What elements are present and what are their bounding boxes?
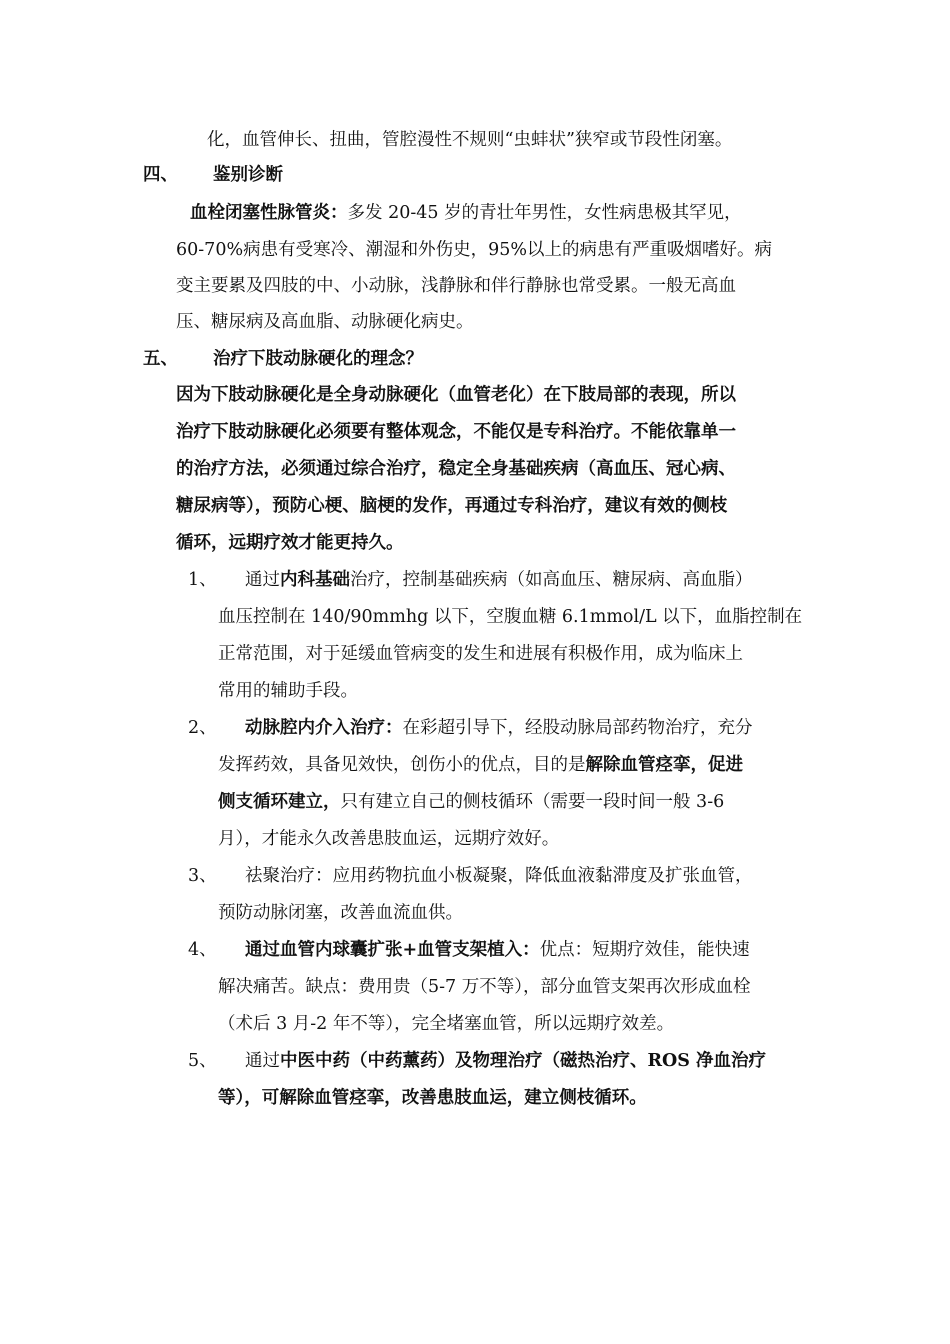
item-2-line-3 — [218, 790, 724, 814]
item-1-pre: 通过 — [245, 570, 280, 590]
item-4-number: 4、 — [188, 940, 217, 960]
item-4-bold: 通过血管内球囊扩张+血管支架植入： — [245, 940, 540, 960]
item-5-pre: 通过 — [245, 1051, 280, 1071]
item-3-line-2: 预防动脉闭塞，改善血流血供。 — [218, 903, 463, 923]
section4-term: 血栓闭塞性脉管炎： — [190, 203, 348, 223]
item-1-post: 治疗，控制基础疾病（如高血压、糖尿病、高血脂） — [350, 570, 753, 590]
section5-number: 五、 — [143, 349, 178, 369]
item-1-line-2: 血压控制在 140/90mmhg 以下，空腹血糖 6.1mmol/L 以下，血脂控制在 — [218, 607, 803, 627]
item-2-line-3-bold: 侧支循环建立， — [218, 792, 341, 812]
section4-paragraph-line-4: 压、糖尿病及高血脂、动脉硬化病史。 — [176, 312, 474, 332]
section4-number: 四、 — [143, 165, 178, 185]
item-4-line-2: 解决痛苦。缺点：费用贵（5-7 万不等），部分血管支架再次形成血栓 — [218, 977, 751, 997]
item-3-number: 3、 — [188, 866, 217, 886]
item-2-line-3-post: 只有建立自己的侧枝循环（需要一段时间一般 3-6 — [340, 792, 725, 812]
section4-paragraph-line-1 — [190, 201, 742, 225]
item-4-post: 优点：短期疗效佳，能快速 — [539, 940, 750, 960]
item-2-line-4: 月），才能永久改善患肢血运，远期疗效好。 — [218, 829, 560, 849]
item-1-bold: 内科基础 — [280, 570, 350, 590]
section5-summary-line-1: 因为下肢动脉硬化是全身动脉硬化（血管老化）在下肢局部的表现，所以 — [176, 385, 736, 405]
item-5-line-2: 等），可解除血管痉挛，改善患肢血运，建立侧枝循环。 — [218, 1088, 647, 1108]
section5-summary-line-2: 治疗下肢动脉硬化必须要有整体观念，不能仅是专科治疗。不能依靠单一 — [176, 422, 736, 442]
item-5-bold: 中医中药（中药薰药）及物理治疗（磁热治疗、ROS 净血治疗 — [280, 1051, 767, 1071]
item-2-line-2-pre: 发挥药效，具备见效快，创伤小的优点，目的是 — [218, 755, 586, 775]
section5-title: 治疗下肢动脉硬化的理念？ — [213, 349, 423, 369]
intro-line: 化，血管伸长、扭曲，管腔漫性不规则“虫蚌状”狭窄或节段性闭塞。 — [207, 130, 733, 150]
section4-paragraph-line-2: 60-70%病患有受寒冷、潮湿和外伤史，95%以上的病患有严重吸烟嗜好。病 — [176, 240, 772, 260]
item-5-line-1 — [245, 1049, 766, 1073]
section4-paragraph-line-3: 变主要累及四肢的中、小动脉，浅静脉和伴行静脉也常受累。一般无高血 — [176, 276, 736, 296]
item-2-bold: 动脉腔内介入治疗： — [245, 718, 403, 738]
section5-summary-line-4: 糖尿病等），预防心梗、脑梗的发作，再通过专科治疗，建议有效的侧枝 — [176, 496, 728, 516]
item-3-line-1: 祛聚治疗：应用药物抗血小板凝聚，降低血液黏滞度及扩张血管， — [245, 866, 753, 886]
item-2-number: 2、 — [188, 718, 217, 738]
item-2-line-1 — [245, 716, 753, 740]
section5-summary-line-5: 循环，远期疗效才能更持久。 — [176, 533, 404, 553]
section4-text: 多发 20-45 岁的青壮年男性，女性病患极其罕见， — [347, 203, 742, 223]
item-4-line-1 — [245, 938, 750, 962]
item-2-post: 在彩超引导下，经股动脉局部药物治疗，充分 — [402, 718, 753, 738]
item-2-line-2 — [218, 753, 743, 777]
item-1-line-1 — [245, 568, 753, 592]
item-1-number: 1、 — [188, 570, 217, 590]
section4-title: 鉴别诊断 — [213, 165, 283, 185]
item-2-line-2-bold: 解除血管痉挛，促进 — [585, 755, 743, 775]
item-1-line-3: 正常范围，对于延缓血管病变的发生和进展有积极作用，成为临床上 — [218, 644, 743, 664]
item-5-number: 5、 — [188, 1051, 217, 1071]
section5-summary-line-3: 的治疗方法，必须通过综合治疗，稳定全身基础疾病（高血压、冠心病、 — [176, 459, 736, 479]
item-1-line-4: 常用的辅助手段。 — [218, 681, 358, 701]
item-4-line-3: （术后 3 月-2 年不等），完全堵塞血管，所以远期疗效差。 — [218, 1014, 675, 1034]
